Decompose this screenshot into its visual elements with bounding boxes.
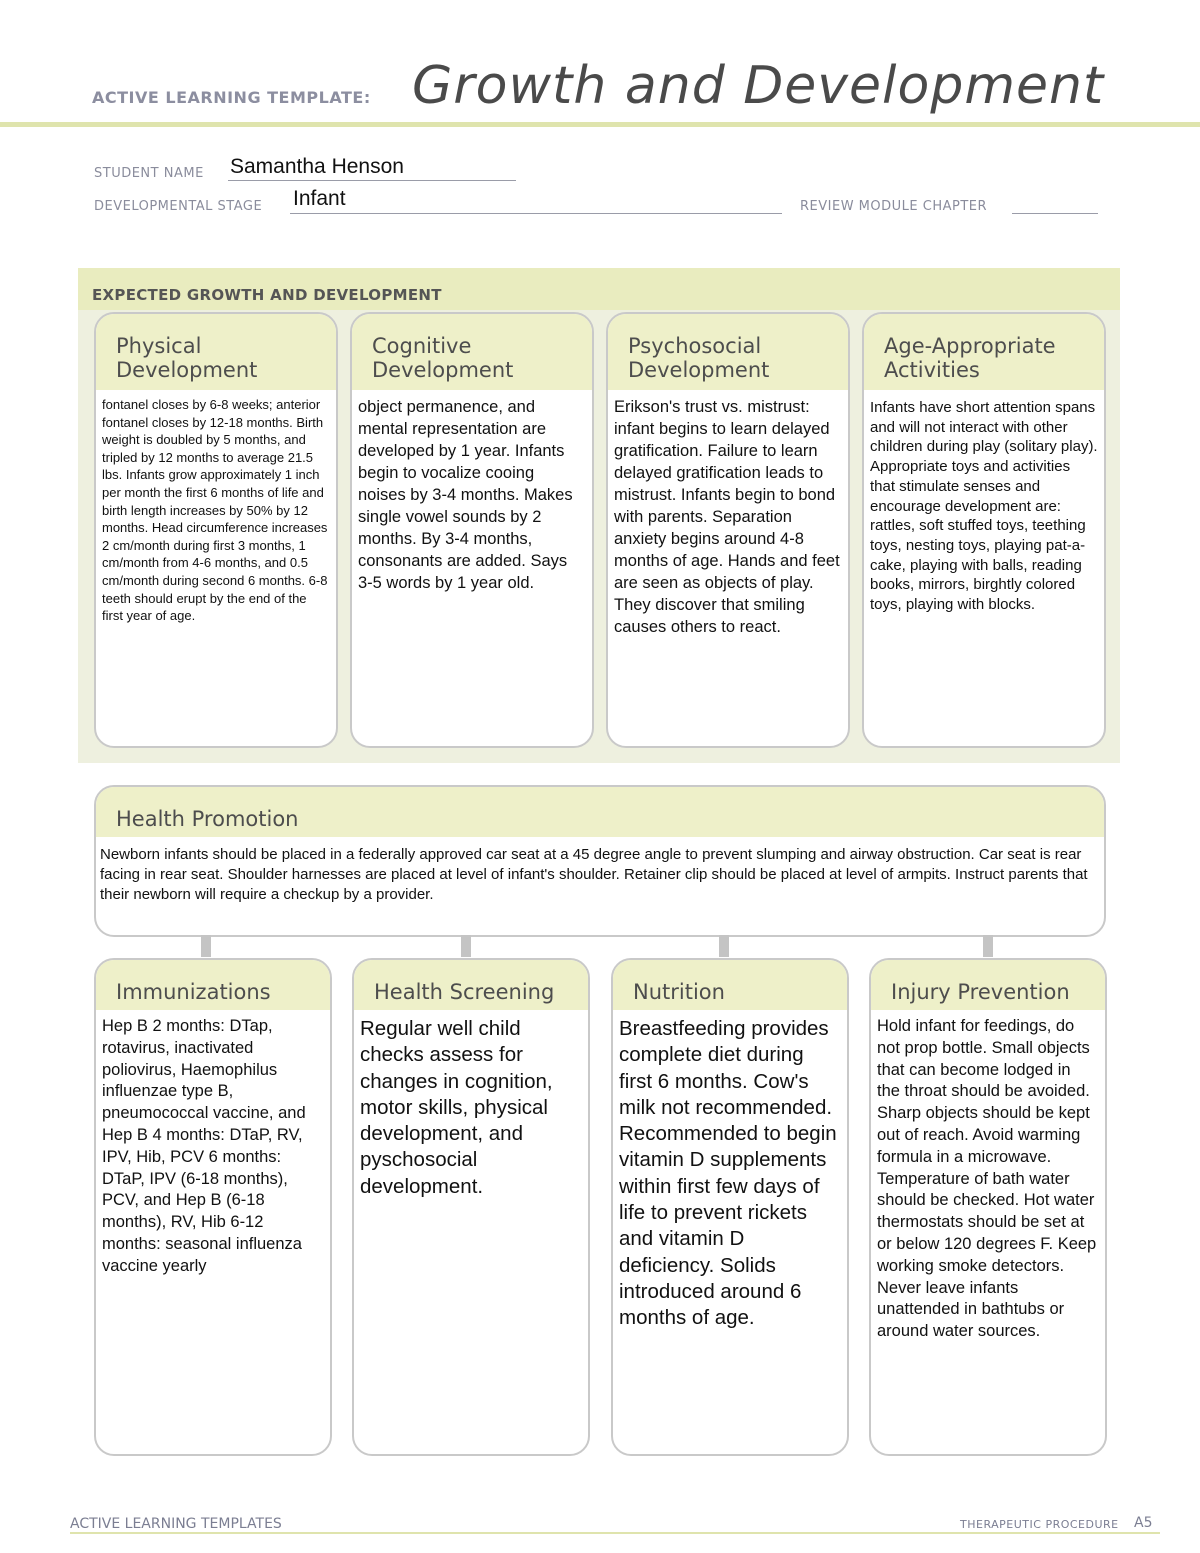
connector [719,935,729,957]
student-name-line [228,180,516,181]
injury-prevention-card [869,958,1107,1456]
age-appropriate-activities-text: Infants have short attention spans and will not interact with other children during play (solitary play). Appropriate toys and activities that stimulate senses and encourage development are: rattles, soft stuffed toys, teething toys, nesting toys, playing pat-a-cake, playing with balls, reading books, mirrors, birghtly colored toys, playing with blocks. [870,399,1098,614]
health-screening-title: Health Screening [374,980,555,1004]
cognitive-development-card [350,312,594,748]
footer-title: ACTIVE LEARNING TEMPLATES [70,1516,282,1532]
review-module-chapter-line [1012,213,1098,214]
nutrition-title: Nutrition [633,980,725,1004]
nutrition-text: Breastfeeding provides complete diet during first 6 months. Cow's milk not recommended. Recommended to begin vitamin D supplements within first few days of life to prevent rickets and vitamin D deficiency. Solids introduced around 6 months of age. [619,1017,837,1330]
developmental-stage-label: DEVELOPMENTAL STAGE [94,199,263,214]
health-screening-card [352,958,590,1456]
card-title-line1: Age-Appropriate [884,334,1056,358]
card-title [628,334,769,382]
student-name-field[interactable]: Samantha Henson [230,155,404,178]
health-screening-text: Regular well child checks assess for changes in cognition, motor skills, physical development, and pyschosocial development. [360,1017,553,1198]
card-title-line2: Development [372,358,514,382]
footer-section: THERAPEUTIC PROCEDURE [960,1518,1119,1531]
card-title [116,334,257,382]
card-title [884,334,1056,382]
header-divider [0,122,1200,127]
injury-prevention-text: Hold infant for feedings, do not prop bottle. Small objects that can become lodged in the throat should be avoided. Sharp objects should be kept out of reach. Avoid warming formula in a microwave. Temperature of bath water should be checked. Hot water thermostats should be set at or below 120 degrees F. Keep working smoke detectors. Never leave infants unattended in bathtubs or around water sources. [877,1017,1097,1341]
card-title-line2: Development [628,358,770,382]
physical-development-card [94,312,338,748]
page-title: Growth and Development [412,56,1105,116]
injury-prevention-title: Injury Prevention [891,980,1070,1004]
student-name-label: STUDENT NAME [94,166,204,181]
review-module-chapter-label: REVIEW MODULE CHAPTER [800,199,988,214]
immunizations-text: Hep B 2 months: DTap, rotavirus, inactivated poliovirus, Haemophilus influenzae type B, pneumococcal vaccine, and Hep B 4 months: DTaP, RV, IPV, Hib, PCV 6 months: DTaP, IPV (6-18 months), PCV, and Hep B (6-18 months), RV, Hib 6-12 months: seasonal influenza vaccine yearly [102,1017,306,1275]
card-title-line1: Cognitive [372,334,472,358]
card-title-line1: Physical [116,334,202,358]
card-title-line2: Activities [884,358,980,382]
immunizations-card [94,958,332,1456]
cognitive-development-text: object permanence, and mental representation are developed by 1 year. Infants begin to vocalize cooing noises by 3-4 months. Makes single vowel sounds by 2 months. By 3-4 months, consonants are added. Says 3-5 words by 1 year old. [358,398,573,592]
health-promotion-text: Newborn infants should be placed in a federally approved car seat at a 45 degree angle to prevent slumping and airway obstruction. Car seat is rear facing in rear seat. Shoulder harnesses are placed at level of infant's shoulder. Retainer clip should be placed at level of armpits. Instruct parents that their newborn will require a checkup by a provider. [100,846,1088,903]
page-number: A5 [1134,1515,1153,1531]
card-title-line2: Development [116,358,258,382]
connector [201,935,211,957]
card-title [372,334,513,382]
physical-development-text: fontanel closes by 6-8 weeks; anterior fontanel closes by 12-18 months. Birth weight is doubled by 5 months, and tripled by 12 months to average 21.5 lbs. Infants grow approximately 1 inch per month the first 6 months of life and birth length increases by 50% by 12 months. Head circumference increases 2 cm/month during first 3 months, 1 cm/month from 4-6 months, and 0.5 cm/month during second 6 months. 6-8 teeth should erupt by the end of the first year of age. [102,397,328,624]
nutrition-card [611,958,849,1456]
connector [983,935,993,957]
age-appropriate-activities-card [862,312,1106,748]
psychosocial-development-text: Erikson's trust vs. mistrust: infant begins to learn delayed gratification. Failure to learn delayed gratification leads to mistrust. Infants begin to bond with parents. Separation anxiety begins around 4-8 months of age. Hands and feet are seen as objects of play. They discover that smiling causes others to react. [614,398,840,636]
developmental-stage-line [290,213,782,214]
footer-divider [70,1532,1160,1534]
card-title-line1: Psychosocial [628,334,762,358]
expected-growth-title: EXPECTED GROWTH AND DEVELOPMENT [92,286,442,304]
connector [461,935,471,957]
psychosocial-development-card [606,312,850,748]
template-label: ACTIVE LEARNING TEMPLATE: [92,88,371,107]
health-promotion-card [94,785,1106,937]
immunizations-title: Immunizations [116,980,271,1004]
health-promotion-title: Health Promotion [116,807,299,831]
developmental-stage-field[interactable]: Infant [293,187,346,210]
